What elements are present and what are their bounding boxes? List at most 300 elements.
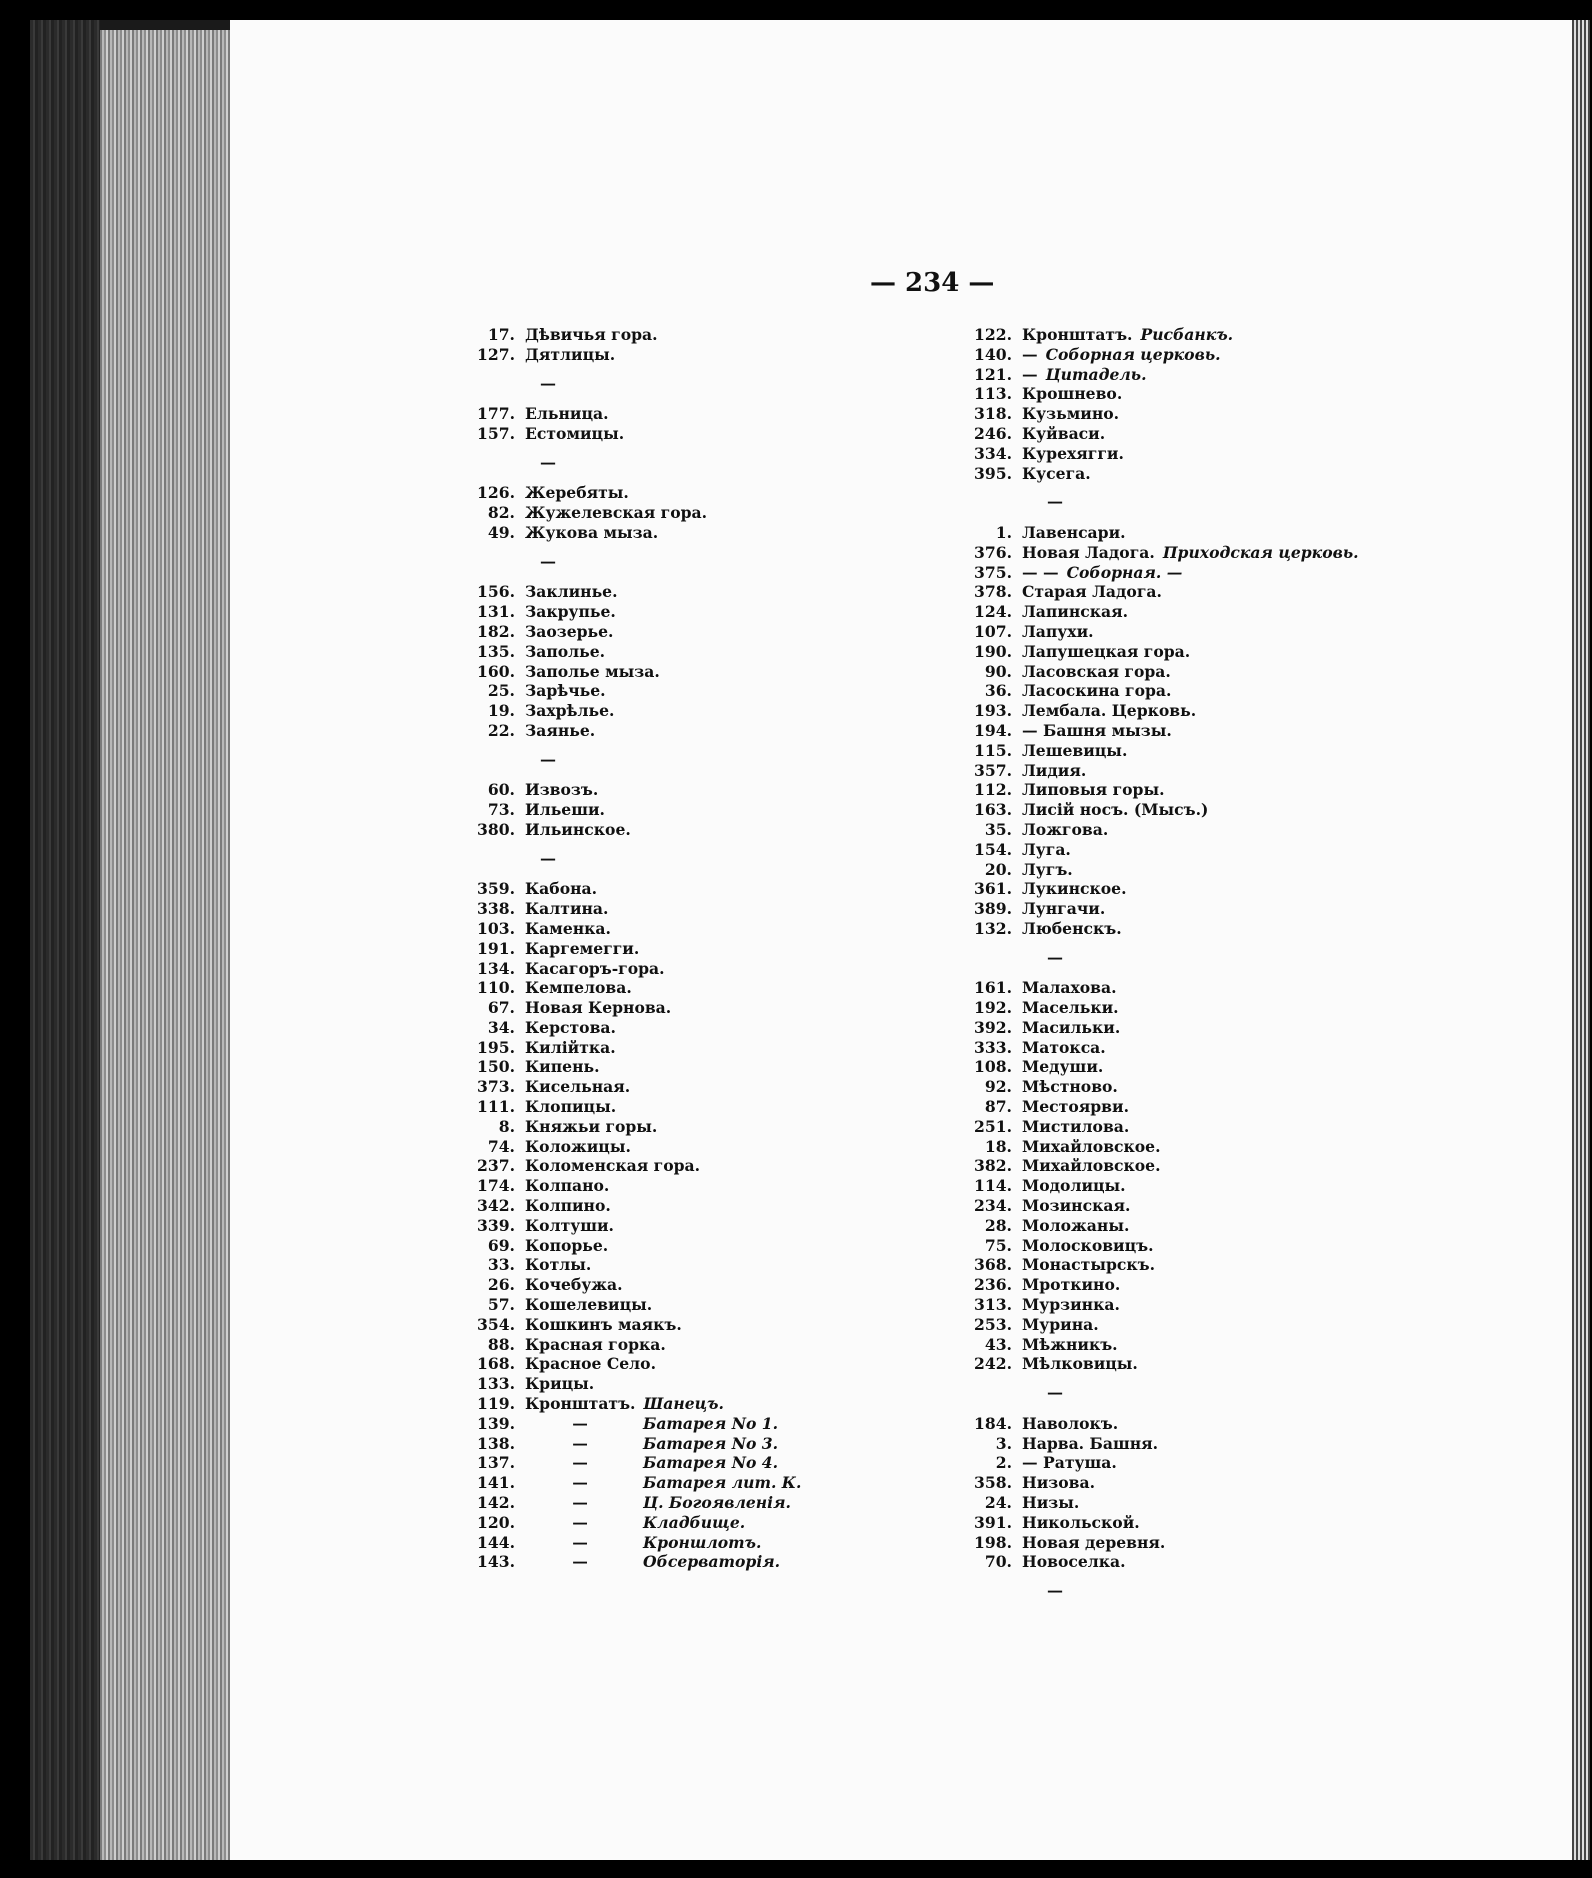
entry-place-name: Коломенская гора. (525, 1156, 701, 1176)
entry-detail: Батарея No 3. (643, 1433, 779, 1453)
entry-number: 57. (487, 1295, 515, 1315)
index-entry (952, 780, 1359, 800)
entry-place-name: — (572, 1433, 588, 1453)
entry-number: 107. (974, 621, 1012, 641)
entry-place-name: Новая деревня. (1022, 1532, 1166, 1552)
entry-place-name: Новоселка. (1022, 1552, 1126, 1572)
entry-number: 139. (477, 1413, 515, 1433)
entry-place-name: Лапухи. (1022, 621, 1094, 641)
index-entry (455, 1315, 801, 1335)
entry-place-name: Жеребяты. (525, 483, 629, 503)
entry-number: 361. (974, 879, 1012, 899)
entry-place-name: Заклинье. (525, 582, 618, 602)
index-entry (455, 1533, 801, 1553)
entry-place-name: Ласовская гора. (1022, 661, 1171, 681)
entry-number: 160. (477, 661, 515, 681)
entry-place-name: Колпино. (525, 1196, 611, 1216)
entry-number: 318. (974, 404, 1012, 424)
index-entry (455, 622, 801, 642)
index-entry (455, 780, 801, 800)
entry-number: 111. (477, 1097, 515, 1117)
entry-number: 177. (477, 404, 515, 424)
index-entry (455, 978, 801, 998)
entry-detail: Шанецъ. (643, 1394, 724, 1414)
index-entry (952, 879, 1359, 899)
entry-place-name: Извозъ. (525, 780, 599, 800)
index-entry (952, 543, 1359, 563)
entry-place-name: Масельки. (1022, 998, 1119, 1018)
entry-number: 20. (984, 859, 1012, 879)
entry-place-name: Лапушецкая гора. (1022, 641, 1191, 661)
index-entry (952, 1335, 1359, 1355)
entry-place-name: Калтина. (525, 899, 609, 919)
index-entry (455, 1434, 801, 1454)
entry-place-name: Кузьмино. (1022, 404, 1120, 424)
entry-place-name: Естомицы. (525, 423, 625, 443)
entry-number: 60. (487, 780, 515, 800)
entry-number: 132. (974, 918, 1012, 938)
index-entry (455, 879, 801, 899)
book-page (230, 20, 1590, 1860)
entry-place-name: — (572, 1453, 588, 1473)
entry-place-name: Кочебужа. (525, 1275, 623, 1295)
entry-place-name: Малахова. (1022, 978, 1117, 998)
entry-place-name: Дятлицы. (525, 344, 616, 364)
index-entry (952, 998, 1359, 1018)
entry-number: 17. (487, 325, 515, 344)
entry-place-name: Липовыя горы. (1022, 780, 1165, 800)
index-entry (455, 1374, 801, 1394)
entry-number: 234. (974, 1196, 1012, 1216)
entry-number: 391. (974, 1512, 1012, 1532)
entry-place-name: Жукова мыза. (525, 522, 659, 542)
entry-number: 74. (487, 1136, 515, 1156)
index-entry (952, 1216, 1359, 1236)
separator-dash: — (1047, 947, 1063, 967)
entry-place-name: Каменка. (525, 918, 611, 938)
entry-number: 24. (984, 1493, 1012, 1513)
entry-number: 127. (477, 344, 515, 364)
entry-place-name: Клопицы. (525, 1097, 617, 1117)
entry-number: 358. (974, 1473, 1012, 1493)
entry-number: 73. (487, 800, 515, 820)
entry-place-name: Дѣвичья гора. (525, 325, 658, 344)
entry-number: 373. (477, 1077, 515, 1097)
index-entry (952, 899, 1359, 919)
entry-number: 141. (477, 1473, 515, 1493)
index-entry (455, 325, 801, 345)
index-entry (952, 919, 1359, 939)
entry-place-name: Матокса. (1022, 1037, 1106, 1057)
entry-place-name: Копорье. (525, 1235, 609, 1255)
entry-place-name: Медуши. (1022, 1057, 1104, 1077)
right-page-edge (1572, 20, 1590, 1860)
entry-number: 140. (974, 344, 1012, 364)
right-column (952, 325, 1359, 1612)
index-entry (952, 1275, 1359, 1295)
entry-place-name: Молосковицъ. (1022, 1235, 1154, 1255)
entry-place-name: Кошелевицы. (525, 1295, 653, 1315)
section-separator (455, 444, 801, 484)
index-entry (952, 345, 1359, 365)
entry-place-name: Колпано. (525, 1176, 610, 1196)
entry-place-name: Килійтка. (525, 1037, 616, 1057)
index-entry (952, 444, 1359, 464)
entry-place-name: Мѣжникъ. (1022, 1334, 1118, 1354)
index-entry (952, 642, 1359, 662)
index-entry (455, 483, 801, 503)
entry-number: 112. (974, 780, 1012, 800)
entry-number: 8. (498, 1116, 515, 1136)
entry-place-name: Лапинская. (1022, 602, 1129, 622)
entry-place-name: Лунгачи. (1022, 899, 1106, 919)
entry-place-name: Зарѣчье. (525, 681, 606, 701)
index-entry (455, 1137, 801, 1157)
entry-number: 198. (974, 1532, 1012, 1552)
entry-place-name: Михайловское. (1022, 1136, 1161, 1156)
entry-place-name: Княжьи горы. (525, 1116, 658, 1136)
index-entry (952, 721, 1359, 741)
index-entry (952, 1097, 1359, 1117)
index-entry (952, 1315, 1359, 1335)
entry-detail: Батарея лит. К. (643, 1473, 802, 1493)
entry-place-name: Котлы. (525, 1255, 592, 1275)
index-entry (455, 1077, 801, 1097)
entry-number: 333. (974, 1037, 1012, 1057)
index-entry (455, 800, 801, 820)
page-edges (100, 30, 230, 1860)
entry-place-name: Мѣлковицы. (1022, 1354, 1138, 1374)
entry-number: 190. (974, 641, 1012, 661)
index-entry (952, 1533, 1359, 1553)
index-entry (952, 741, 1359, 761)
index-entry (952, 563, 1359, 583)
entry-number: 137. (477, 1453, 515, 1473)
entry-number: 28. (984, 1215, 1012, 1235)
entry-number: 3. (995, 1433, 1012, 1453)
entry-place-name: — Башня мызы. (1022, 720, 1172, 740)
index-entry (455, 1394, 801, 1414)
index-entry (952, 424, 1359, 444)
index-entry (455, 582, 801, 602)
entry-place-name: Захрѣлье. (525, 701, 615, 721)
entry-place-name: Михайловское. (1022, 1156, 1161, 1176)
index-entry (455, 1018, 801, 1038)
entry-place-name: Ложгова. (1022, 819, 1109, 839)
index-entry (455, 1216, 801, 1236)
index-entry (952, 464, 1359, 484)
entry-place-name: Керстова. (525, 1017, 616, 1037)
entry-number: 338. (477, 899, 515, 919)
entry-number: 168. (477, 1354, 515, 1374)
index-entry (952, 662, 1359, 682)
entry-place-name: Лембала. Церковь. (1022, 701, 1197, 721)
index-entry (455, 1236, 801, 1256)
index-entry (952, 978, 1359, 998)
entry-place-name: Луга. (1022, 839, 1071, 859)
entry-place-name: Мурзинка. (1022, 1295, 1120, 1315)
book-photo (30, 20, 1570, 1860)
entry-place-name: Кусега. (1022, 463, 1091, 483)
entry-place-name: — (572, 1473, 588, 1493)
entry-detail: Кроншлотъ. (643, 1532, 762, 1552)
entry-place-name: Моложаны. (1022, 1215, 1130, 1235)
entry-number: 33. (487, 1255, 515, 1275)
entry-place-name: Низова. (1022, 1473, 1096, 1493)
entry-number: 124. (974, 602, 1012, 622)
entry-place-name: Красная горка. (525, 1334, 666, 1354)
entry-detail: Батарея No 4. (643, 1453, 779, 1473)
entry-place-name: Кемпелова. (525, 978, 632, 998)
entry-place-name: Кисельная. (525, 1077, 631, 1097)
section-separator (952, 483, 1359, 523)
book-cover-edge (30, 20, 100, 1860)
index-entry (952, 820, 1359, 840)
separator-dash: — (540, 749, 556, 769)
index-entry (952, 582, 1359, 602)
index-entry (455, 820, 801, 840)
entry-place-name: Модолицы. (1022, 1176, 1126, 1196)
entry-detail: Обсерваторія. (643, 1552, 781, 1572)
index-entry (952, 701, 1359, 721)
entry-place-name: Курехягги. (1022, 443, 1124, 463)
entry-place-name: Мистилова. (1022, 1116, 1130, 1136)
entry-number: 143. (477, 1552, 515, 1572)
entry-number: 67. (487, 998, 515, 1018)
entry-place-name: Лавенсари. (1022, 522, 1126, 542)
entry-place-name: Лукинское. (1022, 879, 1127, 899)
entry-place-name: Красное Село. (525, 1354, 657, 1374)
entry-place-name: Касагоръ-гора. (525, 958, 665, 978)
entry-number: 18. (984, 1136, 1012, 1156)
index-entry (952, 1236, 1359, 1256)
entry-place-name: Жужелевская гора. (525, 503, 708, 523)
left-column (455, 325, 801, 1572)
entry-place-name: Ильеши. (525, 800, 605, 820)
index-entry (952, 1473, 1359, 1493)
index-entry (952, 1255, 1359, 1275)
entry-number: 138. (477, 1433, 515, 1453)
entry-detail: Соборная. — (1066, 562, 1183, 582)
index-entry (455, 1275, 801, 1295)
entry-number: 35. (984, 819, 1012, 839)
index-entry (455, 1473, 801, 1493)
index-entry (952, 384, 1359, 404)
entry-place-name: Никольской. (1022, 1512, 1140, 1532)
index-entry (455, 1354, 801, 1374)
entry-place-name: Любенскъ. (1022, 918, 1122, 938)
entry-number: 342. (477, 1196, 515, 1216)
entry-number: 114. (974, 1176, 1012, 1196)
index-entry (455, 1295, 801, 1315)
entry-place-name: Кронштатъ. (525, 1394, 636, 1414)
entry-number: 1. (995, 522, 1012, 542)
entry-place-name: Мурина. (1022, 1314, 1099, 1334)
index-entry (952, 1552, 1359, 1572)
entry-place-name: — (572, 1413, 588, 1433)
index-entry (455, 1057, 801, 1077)
entry-place-name: Заполье. (525, 641, 606, 661)
entry-number: 113. (974, 384, 1012, 404)
separator-dash: — (1047, 1581, 1063, 1601)
index-entry (455, 345, 801, 365)
entry-number: 133. (477, 1374, 515, 1394)
index-entry (952, 1434, 1359, 1454)
entry-number: 150. (477, 1057, 515, 1077)
page-number: — 234 — (870, 268, 995, 298)
entry-place-name: Закрупье. (525, 602, 616, 622)
entry-number: 110. (477, 978, 515, 998)
entry-number: 19. (487, 701, 515, 721)
index-entry (952, 1196, 1359, 1216)
entry-place-name: Лисій носъ. (Мысъ.) (1022, 800, 1209, 820)
index-entry (455, 1453, 801, 1473)
entry-number: 163. (974, 800, 1012, 820)
entry-number: 334. (974, 443, 1012, 463)
entry-number: 115. (974, 740, 1012, 760)
entry-number: 382. (974, 1156, 1012, 1176)
entry-place-name: Кабона. (525, 879, 598, 899)
entry-number: 193. (974, 701, 1012, 721)
entry-place-name: Заполье мыза. (525, 661, 660, 681)
entry-number: 395. (974, 463, 1012, 483)
index-entry (952, 1038, 1359, 1058)
index-entry (952, 1117, 1359, 1137)
entry-number: 103. (477, 918, 515, 938)
index-entry (455, 1156, 801, 1176)
index-entry (455, 899, 801, 919)
entry-number: 380. (477, 819, 515, 839)
entry-place-name: Ласоскина гора. (1022, 681, 1172, 701)
index-entry (952, 622, 1359, 642)
index-entry (455, 919, 801, 939)
entry-number: 69. (487, 1235, 515, 1255)
entry-number: 375. (974, 562, 1012, 582)
index-entry (952, 602, 1359, 622)
section-separator (455, 365, 801, 405)
index-entry (455, 1335, 801, 1355)
index-entry (952, 523, 1359, 543)
index-entry (455, 1414, 801, 1434)
entry-detail: Цитадель. (1045, 364, 1147, 384)
entry-place-name: Нарва. Башня. (1022, 1433, 1159, 1453)
entry-number: 25. (487, 681, 515, 701)
entry-detail: Рисбанкъ. (1140, 325, 1234, 344)
index-entry (455, 1255, 801, 1275)
index-entry (952, 1077, 1359, 1097)
index-entry (455, 959, 801, 979)
entry-place-name: — (572, 1493, 588, 1513)
entry-number: 120. (477, 1512, 515, 1532)
entry-place-name: — — (1022, 562, 1059, 582)
entry-place-name: Новая Кернова. (525, 998, 672, 1018)
section-separator (455, 840, 801, 880)
entry-number: 182. (477, 621, 515, 641)
entry-number: 49. (487, 522, 515, 542)
index-entry (952, 800, 1359, 820)
entry-number: 22. (487, 720, 515, 740)
entry-place-name: Кипень. (525, 1057, 600, 1077)
entry-number: 2. (995, 1453, 1012, 1473)
section-separator (455, 741, 801, 781)
separator-dash: — (540, 452, 556, 472)
index-entry (952, 860, 1359, 880)
entry-detail: Кладбище. (643, 1512, 746, 1532)
index-entry (952, 1156, 1359, 1176)
index-entry (455, 1176, 801, 1196)
entry-number: 87. (984, 1097, 1012, 1117)
entry-number: 253. (974, 1314, 1012, 1334)
entry-place-name: Мозинская. (1022, 1196, 1131, 1216)
entry-number: 392. (974, 1017, 1012, 1037)
index-entry (455, 642, 801, 662)
index-entry (455, 662, 801, 682)
entry-place-name: Заозерье. (525, 621, 614, 641)
separator-dash: — (540, 848, 556, 868)
entry-number: 154. (974, 839, 1012, 859)
index-entry (455, 503, 801, 523)
entry-place-name: Кронштатъ. (1022, 325, 1133, 344)
index-entry (952, 404, 1359, 424)
index-entry (952, 1354, 1359, 1374)
section-separator (952, 1572, 1359, 1612)
index-entry (455, 701, 801, 721)
entry-number: 191. (477, 938, 515, 958)
entry-place-name: Кошкинъ маякъ. (525, 1314, 682, 1334)
entry-number: 251. (974, 1116, 1012, 1136)
entry-detail: Приходская церковь. (1162, 542, 1359, 562)
index-entry (455, 1097, 801, 1117)
entry-number: 157. (477, 423, 515, 443)
entry-place-name: Новая Ладога. (1022, 542, 1155, 562)
index-entry (455, 1117, 801, 1137)
entry-place-name: — (572, 1512, 588, 1532)
entry-number: 156. (477, 582, 515, 602)
entry-place-name: Колтуши. (525, 1215, 614, 1235)
entry-number: 43. (984, 1334, 1012, 1354)
entry-place-name: — (572, 1532, 588, 1552)
entry-place-name: Мроткино. (1022, 1275, 1121, 1295)
index-entry (455, 1196, 801, 1216)
entry-number: 194. (974, 720, 1012, 740)
entry-number: 26. (487, 1275, 515, 1295)
index-entry (455, 1038, 801, 1058)
entry-number: 144. (477, 1532, 515, 1552)
entry-number: 354. (477, 1314, 515, 1334)
entry-place-name: Мѣстново. (1022, 1077, 1118, 1097)
section-separator (952, 1374, 1359, 1414)
entry-detail: Батарея No 1. (643, 1413, 779, 1433)
entry-number: 121. (974, 364, 1012, 384)
index-entry (952, 1453, 1359, 1473)
entry-number: 134. (477, 958, 515, 978)
index-entry (455, 998, 801, 1018)
entry-number: 131. (477, 602, 515, 622)
entry-place-name: — Ратуша. (1022, 1453, 1117, 1473)
entry-number: 237. (477, 1156, 515, 1176)
entry-number: 192. (974, 998, 1012, 1018)
entry-place-name: Крошнево. (1022, 384, 1123, 404)
entry-number: 359. (477, 879, 515, 899)
entry-number: 126. (477, 483, 515, 503)
index-entry (952, 1513, 1359, 1533)
entry-place-name: Старая Ладога. (1022, 582, 1162, 602)
entry-place-name: Лугъ. (1022, 859, 1073, 879)
index-entry (952, 325, 1359, 345)
entry-place-name: Лешевицы. (1022, 740, 1128, 760)
entry-number: 195. (477, 1037, 515, 1057)
entry-place-name: — (1022, 364, 1038, 384)
